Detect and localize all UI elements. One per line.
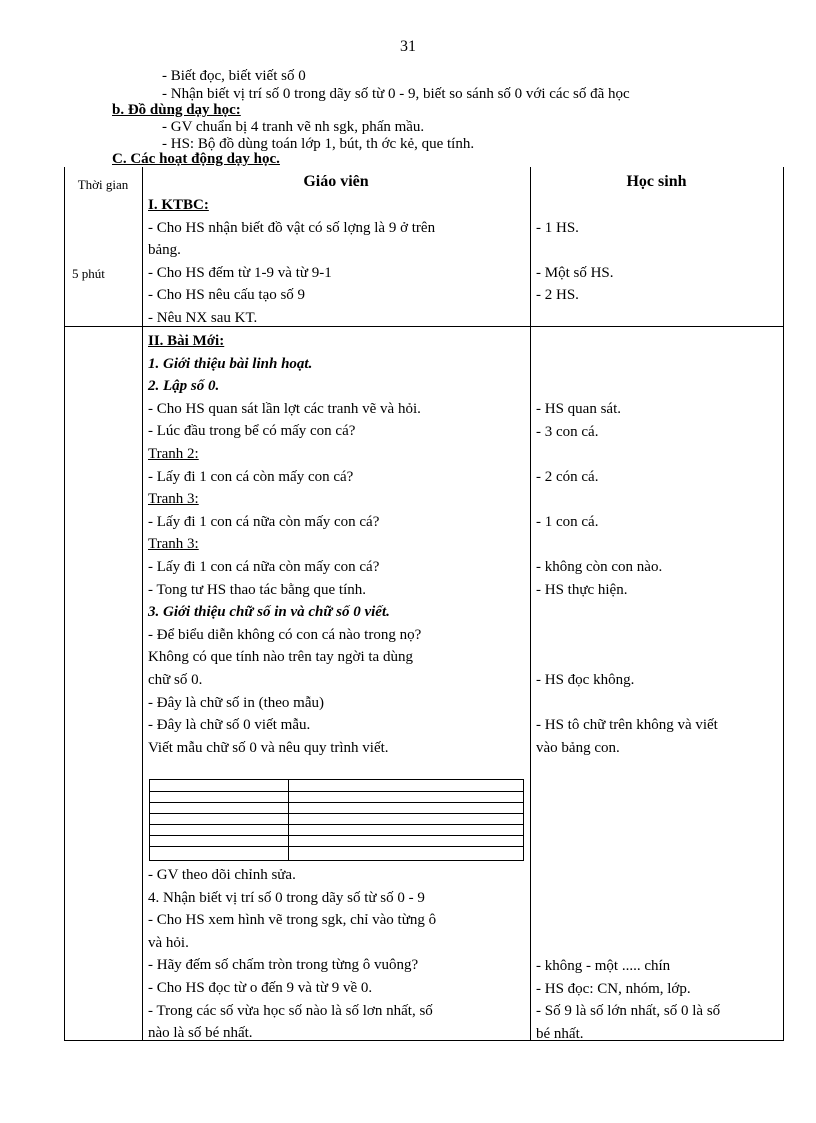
student-line: - HS tô chữ trên không và viết <box>536 717 718 734</box>
teacher-line: - Lấy đi 1 con cá nữa còn mấy con cá? <box>148 558 380 575</box>
picture-label: Tranh 3: <box>148 536 199 553</box>
handwriting-grid <box>149 779 524 861</box>
subheading-intro: 1. Giới thiệu bài linh hoạt. <box>148 355 313 372</box>
student-section-new-lesson <box>536 398 718 760</box>
teacher-line: Viết mẫu chữ số 0 và nêu quy trình viết. <box>148 739 389 756</box>
subheading-position: 4. Nhận biết vị trí số 0 trong dãy số từ số 0 - 9 <box>148 889 425 906</box>
ktbc-student-line <box>536 307 614 330</box>
student-line <box>536 624 718 647</box>
goal-line-1: - Biết đọc, biết viết số 0 <box>162 68 306 84</box>
teacher-section-ktbc <box>148 194 435 330</box>
teacher-section-position <box>148 864 436 1045</box>
student-line: - 2 cón cá. <box>536 468 599 485</box>
teacher-line: - Đây là chữ số 0 viết mẫu. <box>148 717 311 734</box>
table-border-right <box>783 167 784 1041</box>
teacher-section-new-lesson <box>148 330 421 759</box>
table-border-left <box>64 167 65 1041</box>
student-line: - 3 con cá. <box>536 423 599 440</box>
student-line: - HS đọc không. <box>536 672 635 689</box>
student-line: - HS thực hiện. <box>536 581 628 598</box>
grid-rule <box>150 802 523 803</box>
ktbc-student-line: - 1 HS. <box>536 219 579 236</box>
subheading-digit-zero: 3. Giới thiệu chữ số in và chữ số 0 viết. <box>148 604 390 621</box>
ktbc-teacher-line: - Cho HS đếm từ 1-9 và từ 9-1 <box>148 264 332 281</box>
student-line <box>536 443 718 466</box>
header-student: Học sinh <box>626 173 687 190</box>
grid-rule <box>150 791 523 792</box>
student-line: - HS quan sát. <box>536 401 621 417</box>
student-line <box>536 601 718 624</box>
header-teacher: Giáo viên <box>303 173 369 190</box>
student-line: - không - một ..... chín <box>536 958 671 974</box>
picture-label: Tranh 2: <box>148 445 199 462</box>
column-divider-teacher <box>530 167 531 1041</box>
teacher-line: - Đây là chữ số in (theo mẫu) <box>148 694 324 711</box>
ktbc-teacher-line: - Cho HS nhận biết đồ vật có số lợng là 9 ở trên <box>148 219 436 236</box>
teacher-line: - Trong các số vừa học số nào là số lơn nhất, số <box>148 1002 433 1019</box>
teacher-line: - Lấy đi 1 con cá còn mấy con cá? <box>148 468 354 485</box>
teacher-line: - Lúc đầu trong bể có mấy con cá? <box>148 423 356 440</box>
student-line: bé nhất. <box>536 1025 584 1042</box>
student-line <box>536 692 718 715</box>
ktbc-heading: I. KTBC: <box>148 197 209 213</box>
materials-heading: b. Đồ dùng dạy học: <box>112 102 241 118</box>
teacher-line: - Cho HS quan sát lần lợt các tranh vẽ và hỏi. <box>148 400 421 417</box>
grid-rule <box>150 846 523 847</box>
lesson-table <box>64 167 784 1041</box>
activities-heading: C. Các hoạt động dạy học. <box>112 151 280 167</box>
teacher-line: chữ số 0. <box>148 671 203 688</box>
ktbc-student-line: - Một số HS. <box>536 264 614 281</box>
ktbc-teacher-line: - Nêu NX sau KT. <box>148 309 258 326</box>
teacher-line: và hỏi. <box>148 934 189 951</box>
teacher-line: - GV theo dõi chỉnh sửa. <box>148 867 296 883</box>
goal-line-2: - Nhận biết vị trí số 0 trong dãy số từ 0 - 9, biết so sánh số 0 với các số đã học <box>162 86 630 102</box>
materials-line-1: - GV chuẩn bị 4 tranh vẽ nh sgk, phấn mầu. <box>162 119 425 135</box>
ktbc-teacher-line: - Cho HS nêu cấu tạo số 9 <box>148 287 306 304</box>
grid-rule <box>150 813 523 814</box>
grid-column-divider <box>288 780 289 860</box>
student-line: - không còn con nào. <box>536 559 663 576</box>
column-divider-time <box>142 167 143 1041</box>
grid-rule <box>150 824 523 825</box>
teacher-line: - Hãy đếm số chấm tròn trong từng ô vuông? <box>148 957 419 974</box>
student-line: - 1 con cá. <box>536 513 599 530</box>
ktbc-student-line: - 2 HS. <box>536 287 579 304</box>
teacher-line: - Để biểu diễn không có con cá nào trong nọ? <box>148 626 422 643</box>
header-time: Thời gian <box>77 177 129 192</box>
ktbc-student-line <box>536 239 614 262</box>
subheading-zero: 2. Lập số 0. <box>148 378 220 395</box>
page-number: 31 <box>400 38 416 55</box>
student-line: - HS đọc: CN, nhóm, lớp. <box>536 980 691 997</box>
student-section-position <box>536 955 720 1045</box>
teacher-line: Không có que tính nào trên tay ngời ta dùng <box>148 649 413 666</box>
student-section-ktbc <box>536 217 614 330</box>
teacher-line: - Lấy đi 1 con cá nữa còn mấy con cá? <box>148 513 380 530</box>
teacher-line: - Cho HS xem hình vẽ trong sgk, chỉ vào từng ô <box>148 912 437 929</box>
materials-line-2: - HS: Bộ đồ dùng toán lớp 1, bút, th ớc kẻ, que tính. <box>162 136 475 152</box>
student-line <box>536 534 718 557</box>
picture-label: Tranh 3: <box>148 491 199 508</box>
teacher-line: - Tong tư HS thao tác bằng que tính. <box>148 581 367 598</box>
student-line <box>536 647 718 670</box>
teacher-line: - Cho HS đọc từ o đến 9 và từ 9 về 0. <box>148 979 373 996</box>
new-lesson-heading: II. Bài Mới: <box>148 333 225 349</box>
student-line: vào bảng con. <box>536 739 620 756</box>
ktbc-teacher-line: bảng. <box>148 242 181 259</box>
grid-rule <box>150 835 523 836</box>
time-duration: 5 phút <box>72 266 105 281</box>
student-line <box>536 488 718 511</box>
student-line: - Số 9 là số lớn nhất, số 0 là số <box>536 1003 721 1020</box>
teacher-line: nào là số bé nhất. <box>148 1025 253 1042</box>
